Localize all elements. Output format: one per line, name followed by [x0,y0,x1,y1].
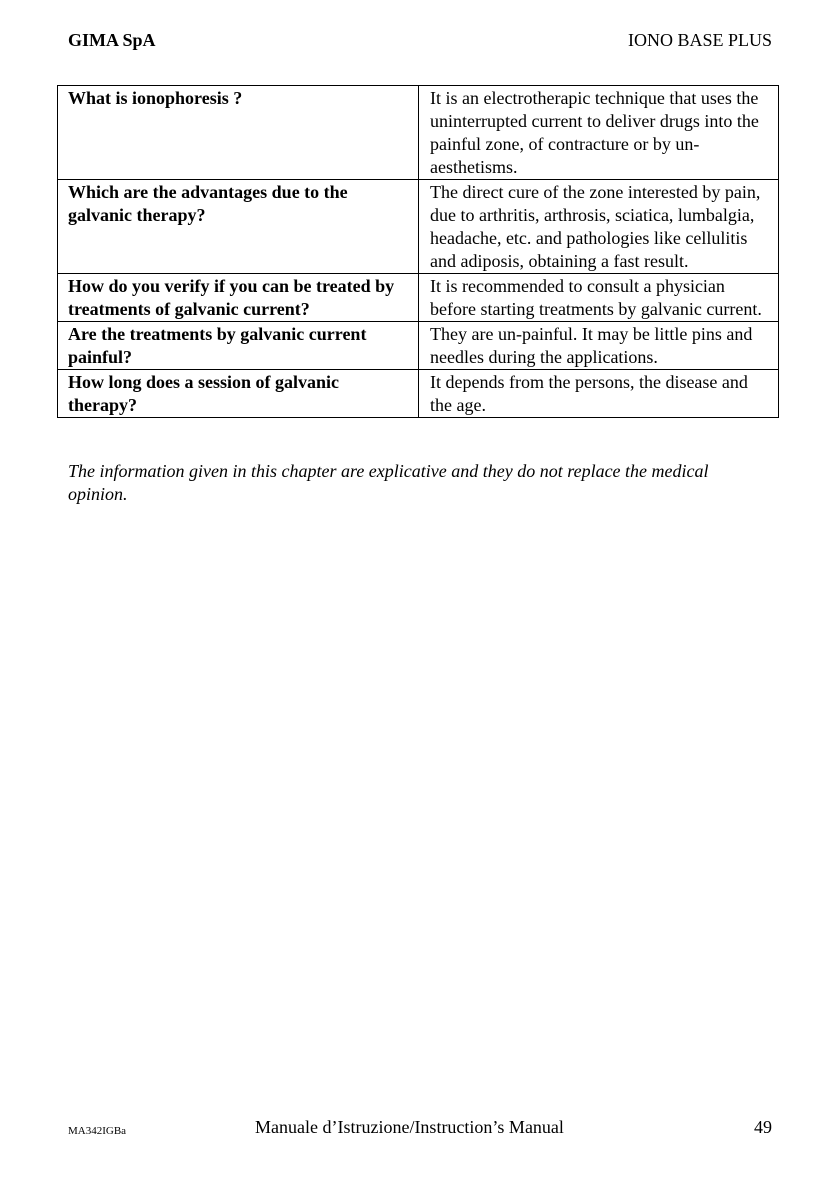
disclaimer-note: The information given in this chapter are explicative and they do not replace the medical opinion. [68,461,709,504]
faq-question: Are the treatments by galvanic current painful? [58,322,419,370]
manual-title: Manuale d’Istruzione/Instruction’s Manual [255,1117,564,1137]
faq-question: Which are the advantages due to the galvanic therapy? [58,180,419,274]
table-row [58,180,779,274]
table-row [58,86,779,180]
faq-answer: It is recommended to consult a physician before starting treatments by galvanic current. [419,274,779,322]
product-name: IONO BASE PLUS [627,30,772,50]
faq-answer: It is an electrotherapic technique that uses the uninterrupted current to deliver drugs into the painful zone, of contracture or by un-aesthetisms. [419,86,779,180]
faq-answer: They are un-painful. It may be little pins and needles during the applications. [419,322,779,370]
faq-table [57,85,779,418]
faq-answer: It depends from the persons, the disease and the age. [419,370,779,418]
page-number: 49 [754,1117,772,1137]
company-name: GIMA SpA [68,30,156,50]
document-code: MA342IGBa [68,1125,127,1137]
table-row [58,322,779,370]
table-row [58,274,779,322]
faq-question: How long does a session of galvanic therapy? [58,370,419,418]
faq-question: How do you verify if you can be treated by treatments of galvanic current? [58,274,419,322]
faq-question: What is ionophoresis ? [58,86,419,180]
table-row [58,370,779,418]
faq-answer: The direct cure of the zone interested by pain, due to arthritis, arthrosis, sciatica, lumbalgia, headache, etc. and pathologies like cellulitis and adiposis, obtaining a fast result. [419,180,779,274]
